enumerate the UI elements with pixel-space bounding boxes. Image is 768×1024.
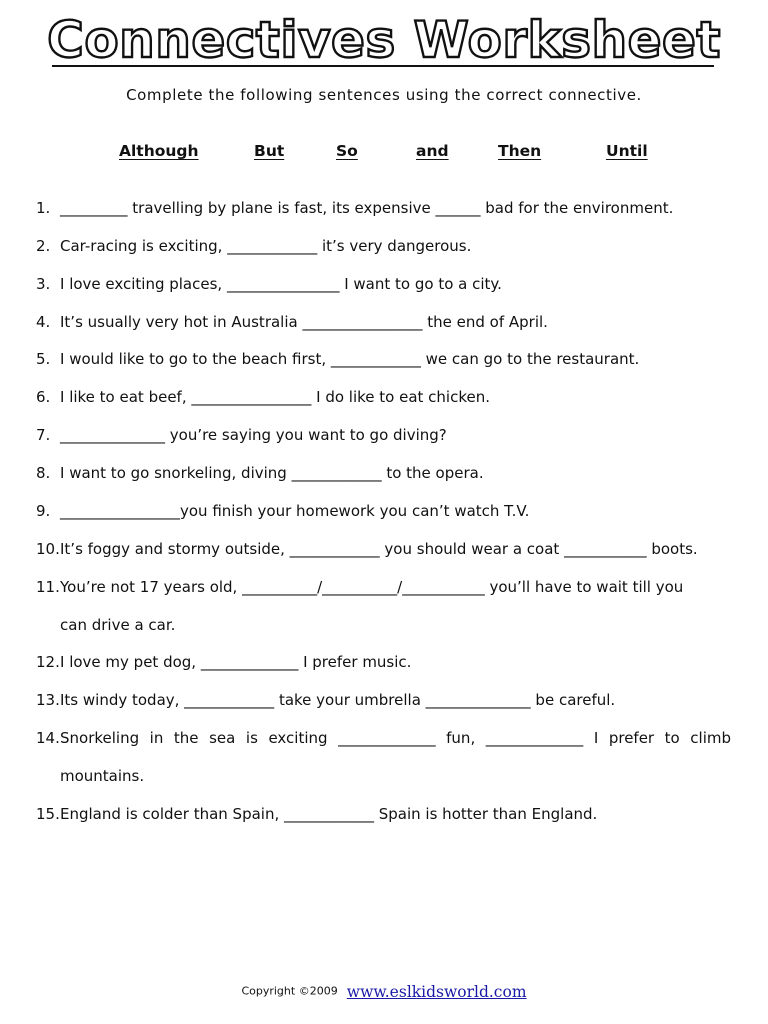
worksheet-title: Connectives Worksheet — [47, 11, 721, 69]
question-text: _________ travelling by plane is fast, its expensive ______ bad for the environment. — [60, 199, 674, 217]
question-number: 8. — [36, 464, 51, 482]
question-text: I want to go snorkeling, diving ____________ to the opera. — [60, 464, 484, 482]
question-number: 12. — [36, 653, 60, 671]
question-number: 3. — [36, 275, 51, 293]
word-bank-item-then: Then — [498, 142, 542, 160]
website-link[interactable]: www.eslkidsworld.com — [346, 982, 527, 1001]
question-text: ______________ you’re saying you want to go diving? — [60, 426, 447, 444]
question-text: Snorkeling in the sea is exciting _____________ fun, _____________ I prefer to climb — [60, 729, 731, 747]
question-number: 11. — [36, 578, 60, 596]
word-bank-item-so: So — [336, 142, 358, 160]
question-number: 1. — [36, 199, 51, 217]
question-text: It’s foggy and stormy outside, ____________ you should wear a coat ___________ boots. — [60, 540, 698, 558]
question-number: 13. — [36, 691, 60, 709]
question-text: I would like to go to the beach first, ____________ we can go to the restaurant. — [60, 350, 640, 368]
question-number: 10. — [36, 540, 60, 558]
question-number: 15. — [36, 805, 60, 823]
word-bank-item-but: But — [254, 142, 285, 160]
question-text-continuation: can drive a car. — [60, 616, 176, 634]
question-text: It’s usually very hot in Australia ________________ the end of April. — [60, 313, 548, 331]
footer — [0, 980, 768, 1003]
instructions: Complete the following sentences using the correct connective. — [126, 86, 642, 104]
question-text: England is colder than Spain, ____________ Spain is hotter than England. — [60, 805, 598, 823]
question-text: Car-racing is exciting, ____________ it’s very dangerous. — [60, 237, 472, 255]
question-number: 7. — [36, 426, 51, 444]
question-number: 9. — [36, 502, 51, 520]
question-text: You’re not 17 years old, __________/__________/___________ you’ll have to wait till you — [60, 578, 684, 596]
question-text: I like to eat beef, ________________ I do like to eat chicken. — [60, 388, 490, 406]
question-number: 14. — [36, 729, 60, 747]
question-text: ________________you finish your homework you can’t watch T.V. — [60, 502, 530, 520]
word-bank-item-and: and — [416, 142, 449, 160]
question-text: I love my pet dog, _____________ I prefer music. — [60, 653, 412, 671]
question-number: 6. — [36, 388, 51, 406]
word-bank-item-although: Although — [119, 142, 199, 160]
question-text-continuation: mountains. — [60, 767, 145, 785]
question-number: 5. — [36, 350, 51, 368]
word-bank-item-until: Until — [606, 142, 648, 160]
question-text: I love exciting places, _______________ I want to go to a city. — [60, 275, 502, 293]
question-text: Its windy today, ____________ take your umbrella ______________ be careful. — [60, 691, 616, 709]
copyright-notice: Copyright ©2009 — [241, 984, 338, 998]
question-number: 2. — [36, 237, 51, 255]
question-number: 4. — [36, 313, 51, 331]
